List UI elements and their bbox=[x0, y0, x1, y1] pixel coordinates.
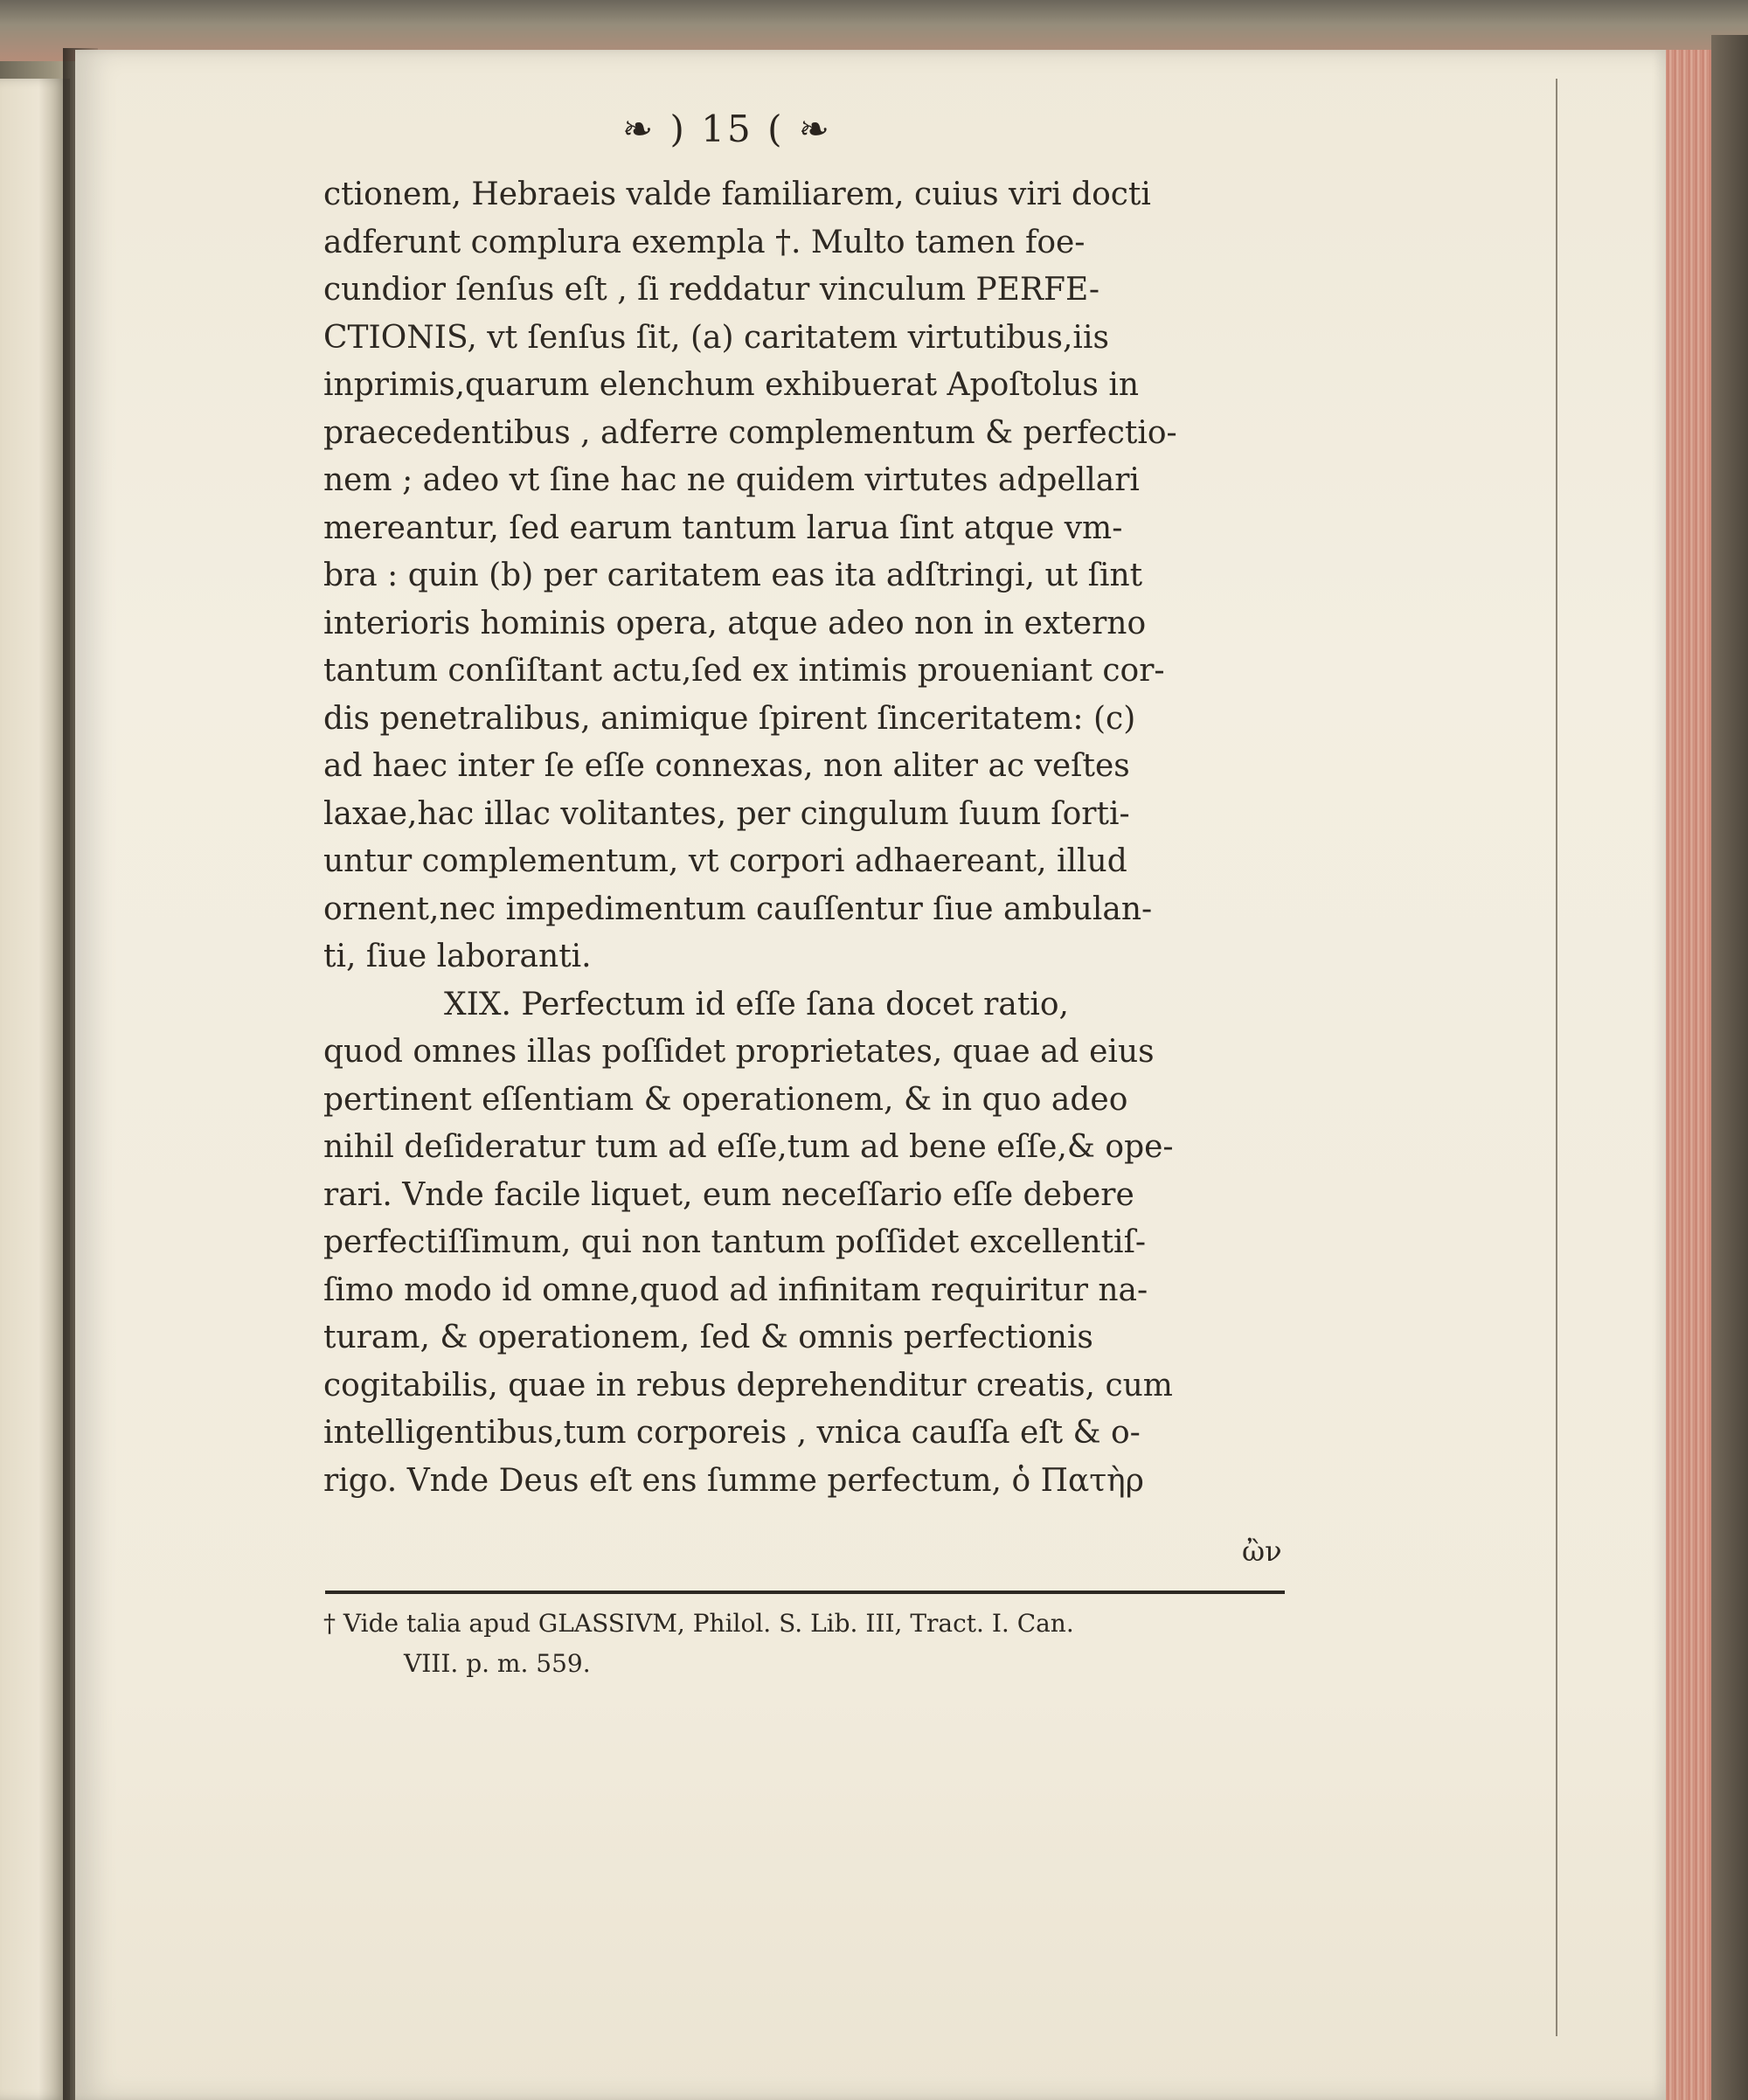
text-line: bra : quin (b) per caritatem eas ita adſtringi, ut ſint bbox=[323, 558, 1143, 593]
text-line: adferunt complura exempla †. Multo tamen foe- bbox=[323, 224, 1086, 260]
text-line: ſimo modo id omne,quod ad infinitam requiritur na- bbox=[323, 1272, 1148, 1308]
text-line: laxae,hac illac volitantes, per cingulum ſuum ſorti- bbox=[323, 795, 1130, 832]
text-line: inprimis,quarum elenchum exhibuerat Apoſtolus in bbox=[323, 367, 1140, 403]
text-line: praecedentibus , adferre complementum & perfectio- bbox=[323, 414, 1177, 451]
page-fore-edge bbox=[1666, 50, 1711, 2100]
page-number: ❧ ) 15 ( ❧ bbox=[622, 107, 832, 150]
text-line: ctionem, Hebraeis valde familiarem, cuius viri docti bbox=[323, 177, 1151, 212]
footnote bbox=[323, 1604, 1302, 1684]
text-line: rigo. Vnde Deus eſt ens ſumme perfectum, ὁ Πατὴρ bbox=[323, 1462, 1144, 1499]
section-heading-line: XIX. Perfectum id eſſe ſana docet ratio, bbox=[444, 986, 1069, 1022]
text-line: interioris hominis opera, atque adeo non in externo bbox=[323, 605, 1147, 641]
text-line: rari. Vnde facile liquet, eum neceſſario eſſe debere bbox=[323, 1176, 1134, 1213]
page-fold-line bbox=[1556, 79, 1557, 2036]
text-line: tantum conſiſtant actu,ſed ex intimis prouenіant cor- bbox=[323, 653, 1165, 689]
text-line: quod omnes illas poſſidet proprietates, quae ad eius bbox=[323, 1034, 1155, 1070]
footnote-rule bbox=[325, 1591, 1285, 1594]
text-line: untur complementum, vt corpori adhaereant, illud bbox=[323, 843, 1127, 879]
catchword: ὢν bbox=[1242, 1535, 1282, 1568]
text-line: nihil deſideratur tum ad eſſe,tum ad bene eſſe,& ope- bbox=[323, 1129, 1174, 1165]
text-line: ad haec inter ſe eſſe connexas, non aliter ac veſtes bbox=[323, 748, 1130, 784]
footnote-line: VIII. p. m. 559. bbox=[404, 1649, 591, 1678]
main-text-block bbox=[323, 171, 1285, 1505]
left-page-edge bbox=[0, 79, 70, 2100]
text-line: intelligentibus,tum corporeis , vnica cauſſa eſt & o- bbox=[323, 1415, 1141, 1451]
right-binding bbox=[1711, 35, 1748, 2100]
text-line: ornent,nec impedimentum cauſſentur ſiue ambulan- bbox=[323, 891, 1153, 927]
text-line: dis penetralibus, animique ſpirent ſinceritatem: (c) bbox=[323, 700, 1136, 737]
text-line: nem ; adeo vt ſine hac ne quidem virtutes adpellari bbox=[323, 462, 1140, 498]
text-line: pertinent eſſentiam & operationem, & in quo adeo bbox=[323, 1081, 1128, 1118]
text-line: cundior ſenſus eſt , ſi reddatur vinculum PERFE- bbox=[323, 272, 1100, 308]
text-line: mereantur, ſed earum tantum larua ſint atque vm- bbox=[323, 509, 1123, 546]
text-line: turam, & operationem, ſed & omnis perfectionis bbox=[323, 1320, 1093, 1355]
footnote-line: † Vide talia apud GLASSIVM, Philol. S. Lib. III, Tract. I. Can. bbox=[323, 1609, 1074, 1638]
text-line: perfectiſſimum, qui non tantum poſſidet excellentiſ- bbox=[323, 1224, 1147, 1260]
text-line: ti, ſiue laboranti. bbox=[323, 939, 592, 974]
text-line: cogitabilis, quae in rebus deprehenditur creatis, cum bbox=[323, 1367, 1173, 1403]
text-line: CTIONIS, vt ſenſus ſit, (a) caritatem virtutibus,iis bbox=[323, 319, 1109, 356]
